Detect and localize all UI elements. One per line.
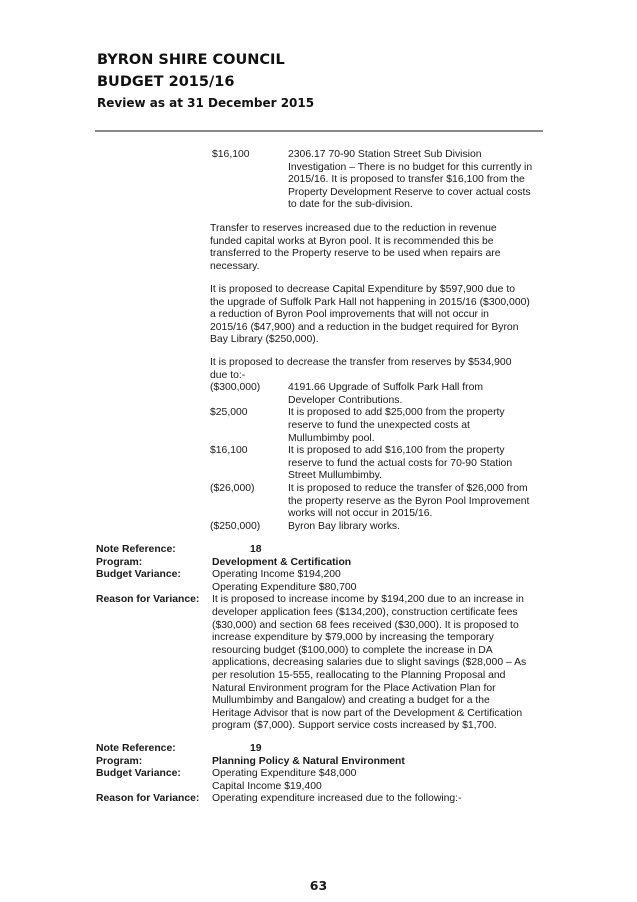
program-name: Development & Certification xyxy=(212,556,352,568)
program-name: Planning Policy & Natural Environment xyxy=(212,755,405,767)
review-date: Review as at 31 December 2015 xyxy=(97,96,315,110)
reserve-item-line: 4191.66 Upgrade of Suffolk Park Hall from xyxy=(288,382,484,394)
para1-line: transferred to the Property reserve to be used when repairs are xyxy=(210,248,501,260)
reason-line: applications, decreasing salaries due to slight savings ($28,000 – As xyxy=(212,657,527,669)
reserve-item-amount: ($300,000) xyxy=(210,382,261,394)
budget-variance-label: Budget Variance: xyxy=(96,768,181,780)
para2-line: a reduction of Byron Pool improvements that will not occur in xyxy=(210,309,489,321)
note-reference-number: 18 xyxy=(250,544,262,555)
budget-title: BUDGET 2015/16 xyxy=(97,74,235,90)
budget-variance-line: Operating Expenditure $48,000 xyxy=(212,768,357,780)
reason-line: ($30,000) and section 68 fees received ($30,000). It is proposed to xyxy=(212,619,519,631)
para2-line: the upgrade of Suffolk Park Hall not happening in 2015/16 ($300,000) xyxy=(210,296,530,308)
reason-line: increase expenditure by $79,000 by increasing the temporary xyxy=(212,632,494,644)
header-divider xyxy=(95,130,543,132)
reserve-item-line: the property reserve as the Byron Pool Improvement xyxy=(288,495,530,507)
reserve-item-line: It is proposed to add $25,000 from the property xyxy=(288,407,505,419)
para1-line: Transfer to reserves increased due to the reduction in revenue xyxy=(210,223,497,234)
reason-line: program ($7,000). Support service costs increased by $1,700. xyxy=(212,720,497,732)
budget-variance-line: Operating Income $194,200 xyxy=(212,569,341,581)
note-reference-label: Note Reference: xyxy=(96,743,176,754)
reserve-item-line: reserve to fund the actual costs for 70-90 Station xyxy=(288,457,513,469)
para1-line: funded capital works at Byron pool. It is recommended this be xyxy=(210,235,494,247)
reason-line: It is proposed to increase income by $194,200 due to an increase in xyxy=(212,594,524,606)
para1-line: necessary. xyxy=(210,260,260,272)
budget-variance-line: Capital Income $19,400 xyxy=(212,780,322,792)
reason-line: developer application fees ($134,200), construction certificate fees xyxy=(212,607,518,618)
reserve-item-line: Mullumbimby pool. xyxy=(288,432,375,444)
reserve-item-line: Street Mullumbimby. xyxy=(288,470,382,482)
reason-line: per resolution 15-555, reallocating to the Planning Proposal and xyxy=(212,670,506,681)
note-reference-number: 19 xyxy=(250,743,262,754)
reason-line: Operating expenditure increased due to the following:- xyxy=(212,793,462,805)
reserve-item-line: It is proposed to add $16,100 from the property xyxy=(288,445,505,457)
budget-variance-label: Budget Variance: xyxy=(96,569,181,581)
reserve-item-amount: ($250,000) xyxy=(210,520,261,532)
reserve-item-line: works will not occur in 2015/16. xyxy=(288,508,433,520)
para2-line: 2015/16 ($47,900) and a reduction in the budget required for Byron xyxy=(210,321,519,333)
reason-line: Natural Environment program for the Place Activation Plan for xyxy=(212,682,496,694)
program-label: Program: xyxy=(96,556,143,568)
reason-line: Heritage Advisor that is now part of the Development & Certification xyxy=(212,707,523,719)
reserve-item-amount: $25,000 xyxy=(210,407,248,419)
para3-line: due to:- xyxy=(210,369,246,381)
note-reference-label: Note Reference: xyxy=(96,544,176,555)
top-item-line: to date for the sub-division. xyxy=(288,199,413,211)
top-item-line: 2015/16. It is proposed to transfer $16,100 from the xyxy=(288,174,525,186)
council-name: BYRON SHIRE COUNCIL xyxy=(97,52,285,68)
reserve-item-line: Developer Contributions. xyxy=(288,394,403,406)
reason-label: Reason for Variance: xyxy=(96,594,200,606)
para2-line: It is proposed to decrease Capital Expenditure by $597,900 due to xyxy=(210,284,515,295)
top-item-line: Property Development Reserve to cover actual costs xyxy=(288,186,531,198)
budget-variance-line: Operating Expenditure $80,700 xyxy=(212,581,357,593)
page-number: 63 xyxy=(309,878,328,893)
reserve-item-amount: $16,100 xyxy=(210,445,248,457)
reason-label: Reason for Variance: xyxy=(96,793,200,805)
reserve-item-line: reserve to fund the unexpected costs at xyxy=(288,420,470,431)
reserve-item-amount: ($26,000) xyxy=(210,483,255,494)
reserve-item-line: Byron Bay library works. xyxy=(288,520,401,532)
reserve-item-line: It is proposed to reduce the transfer of $26,000 from xyxy=(288,483,528,494)
reason-line: resourcing budget ($100,000) to complete the increase in DA xyxy=(212,644,493,656)
para3-line: It is proposed to decrease the transfer from reserves by $534,900 xyxy=(210,357,512,368)
top-item-line: 2306.17 70-90 Station Street Sub Division xyxy=(288,149,482,160)
para2-line: Bay Library ($250,000). xyxy=(210,334,319,346)
program-label: Program: xyxy=(96,755,143,767)
top-item-amount: $16,100 xyxy=(212,149,250,160)
reason-line: Mullumbimby and Bangalow) and creating a budget for a the xyxy=(212,695,490,707)
top-item-line: Investigation – There is no budget for this currently in xyxy=(288,161,533,173)
